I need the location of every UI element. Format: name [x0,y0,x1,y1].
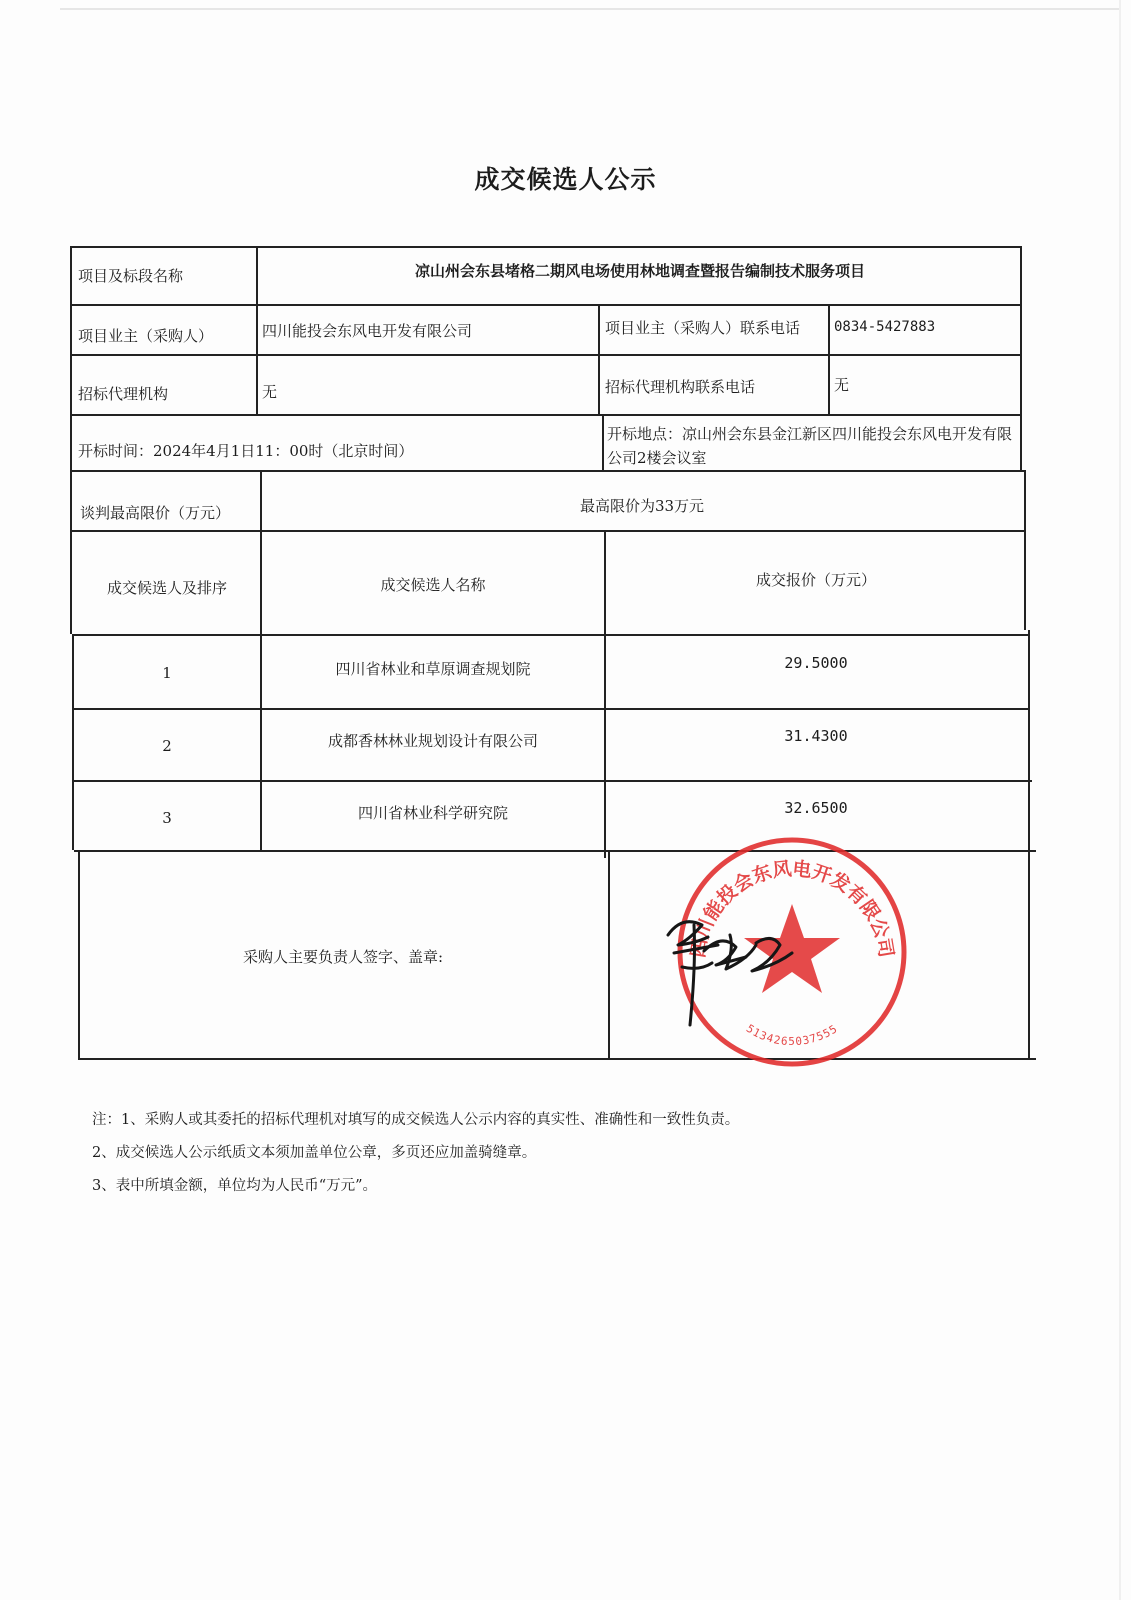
border-left [70,246,72,634]
border-right [1028,630,1030,1058]
notes [92,1108,739,1207]
rule [70,530,1026,532]
candidate-price: 31.4300 [784,727,848,745]
page-title: 成交候选人公示 [474,165,657,194]
candidate-price: 29.5000 [784,654,848,672]
note-item: 3、表中所填金额，单位均为人民币“万元”。 [92,1178,378,1194]
scan-edge-top [60,8,1120,10]
candidate-rank: 2 [162,737,172,755]
candidate-name: 四川省林业和草原调查规划院 [335,660,531,678]
note-item: 注：1、采购人或其委托的招标代理机对填写的成交候选人公示内容的真实性、准确性和一致性负责。 [92,1112,740,1128]
rule [72,780,1032,782]
max-price-value: 最高限价为33万元 [579,497,705,515]
agency-value: 无 [262,383,278,401]
open-time: 开标时间：2024年4月1日11：00时（北京时间） [78,442,414,460]
owner-label: 项目业主（采购人） [78,327,214,345]
candidate-rank: 1 [162,664,172,682]
col-divider [256,246,258,414]
owner-value: 四川能投会东风电开发有限公司 [262,322,473,340]
rule [72,708,1030,710]
rule-top [70,246,1022,248]
col-divider [602,414,604,470]
max-price-label: 谈判最高限价（万元） [80,504,231,522]
agency-label: 招标代理机构 [78,385,169,403]
col-divider [608,850,610,1058]
open-place: 开标地点：凉山州会东县金江新区四川能投会东风电开发有限公司2楼会议室 [607,425,1013,467]
seal-number: 5134265037555 [743,1021,841,1049]
owner-phone-label: 项目业主（采购人）联系电话 [605,319,801,337]
sign-label: 采购人主要负责人签字、盖章: [242,948,444,966]
candidate-name: 成都香林林业规划设计有限公司 [327,732,538,750]
agency-phone-label: 招标代理机构联系电话 [605,378,756,396]
col-header-price: 成交报价（万元） [755,571,876,589]
col-divider [828,304,830,414]
col-header-name: 成交候选人名称 [380,576,486,594]
rule [70,304,1022,306]
agency-phone-value: 无 [834,376,850,394]
rule [72,634,1028,636]
col-divider [598,304,600,414]
owner-phone-value: 0834-5427883 [834,319,936,335]
candidate-name: 四川省林业科学研究院 [357,804,508,822]
rule [70,414,1022,416]
candidate-price: 32.6500 [784,799,848,817]
rule [70,470,1024,472]
scan-edge-right [1119,0,1121,1600]
handwritten-signature [660,905,800,1035]
project-label: 项目及标段名称 [78,267,184,285]
border-right [1024,470,1026,630]
project-name: 凉山州会东县堵格二期风电场使用林地调查暨报告编制技术服务项目 [414,262,865,280]
note-item: 2、成交候选人公示纸质文本须加盖单位公章，多页还应加盖骑缝章。 [92,1145,537,1161]
rule [70,354,1022,356]
col-header-rank: 成交候选人及排序 [106,579,227,597]
candidate-rank: 3 [162,809,172,827]
border-right [1020,246,1022,470]
seal-text: 四川能投会东风电开发有限公司 [686,857,898,960]
